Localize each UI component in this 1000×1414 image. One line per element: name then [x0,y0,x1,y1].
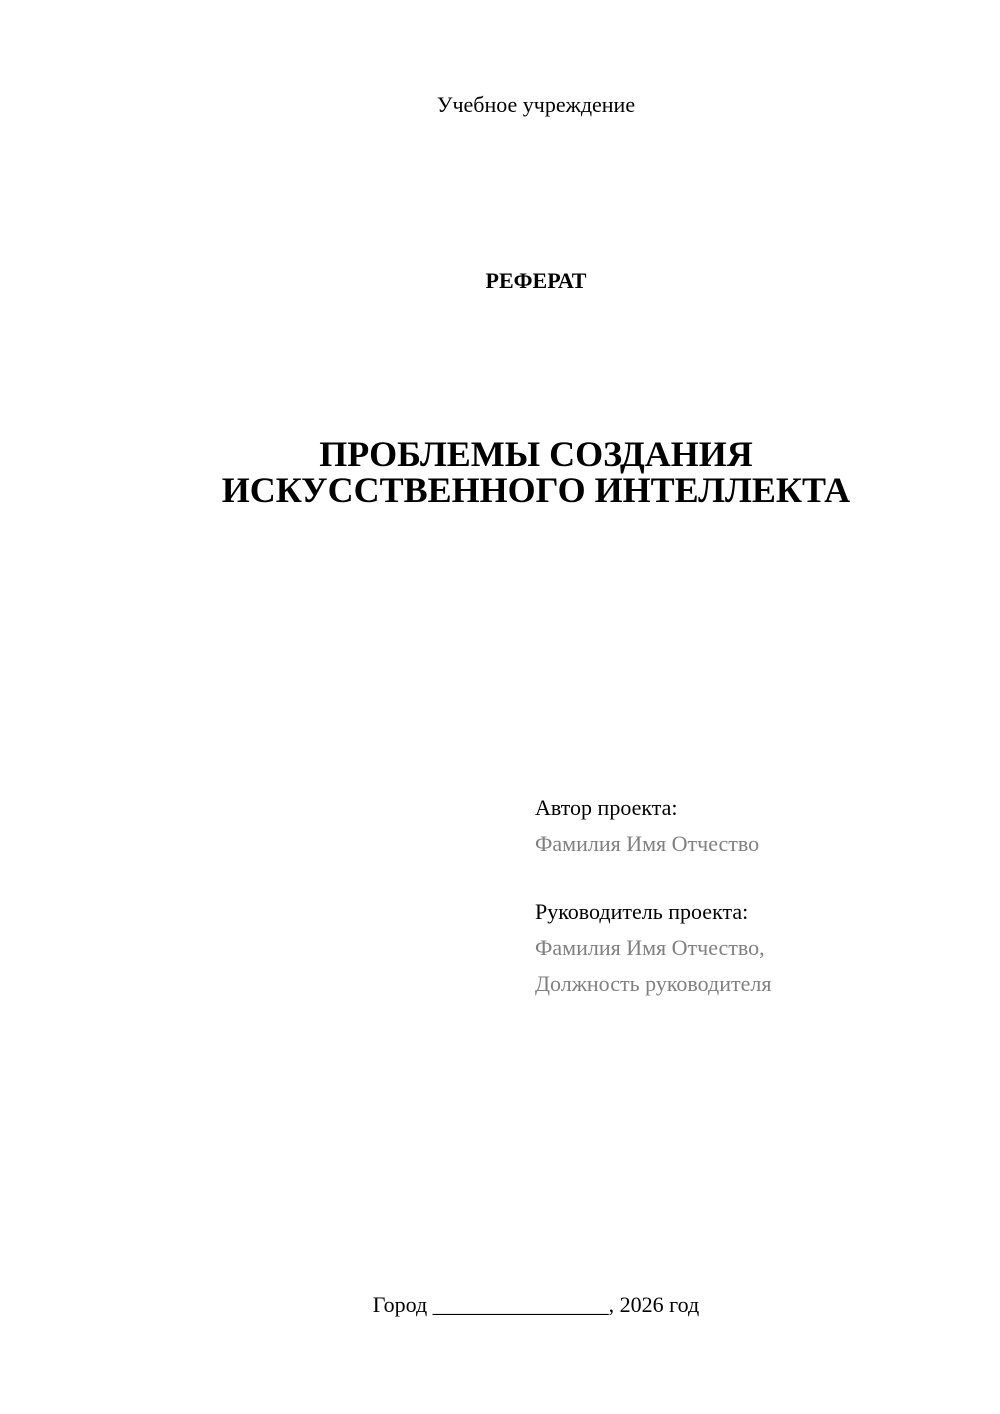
supervisor-name: Фамилия Имя Отчество, [535,935,765,960]
title-line-2: ИСКУССТВЕННОГО ИНТЕЛЛЕКТА [221,470,851,510]
document-type: РЕФЕРАТ [485,268,587,293]
supervisor-label: Руководитель проекта: [535,899,749,924]
city-year-line: Город ________________, 2026 год [372,1292,700,1317]
author-label: Автор проекта: [535,795,678,820]
title-line-1: ПРОБЛЕМЫ СОЗДАНИЯ [319,434,753,474]
author-name: Фамилия Имя Отчество [535,831,760,856]
institution-name: Учебное учреждение [436,92,636,117]
document-title [0,436,1000,508]
supervisor-position: Должность руководителя [535,971,772,996]
project-info-block [535,790,771,1002]
